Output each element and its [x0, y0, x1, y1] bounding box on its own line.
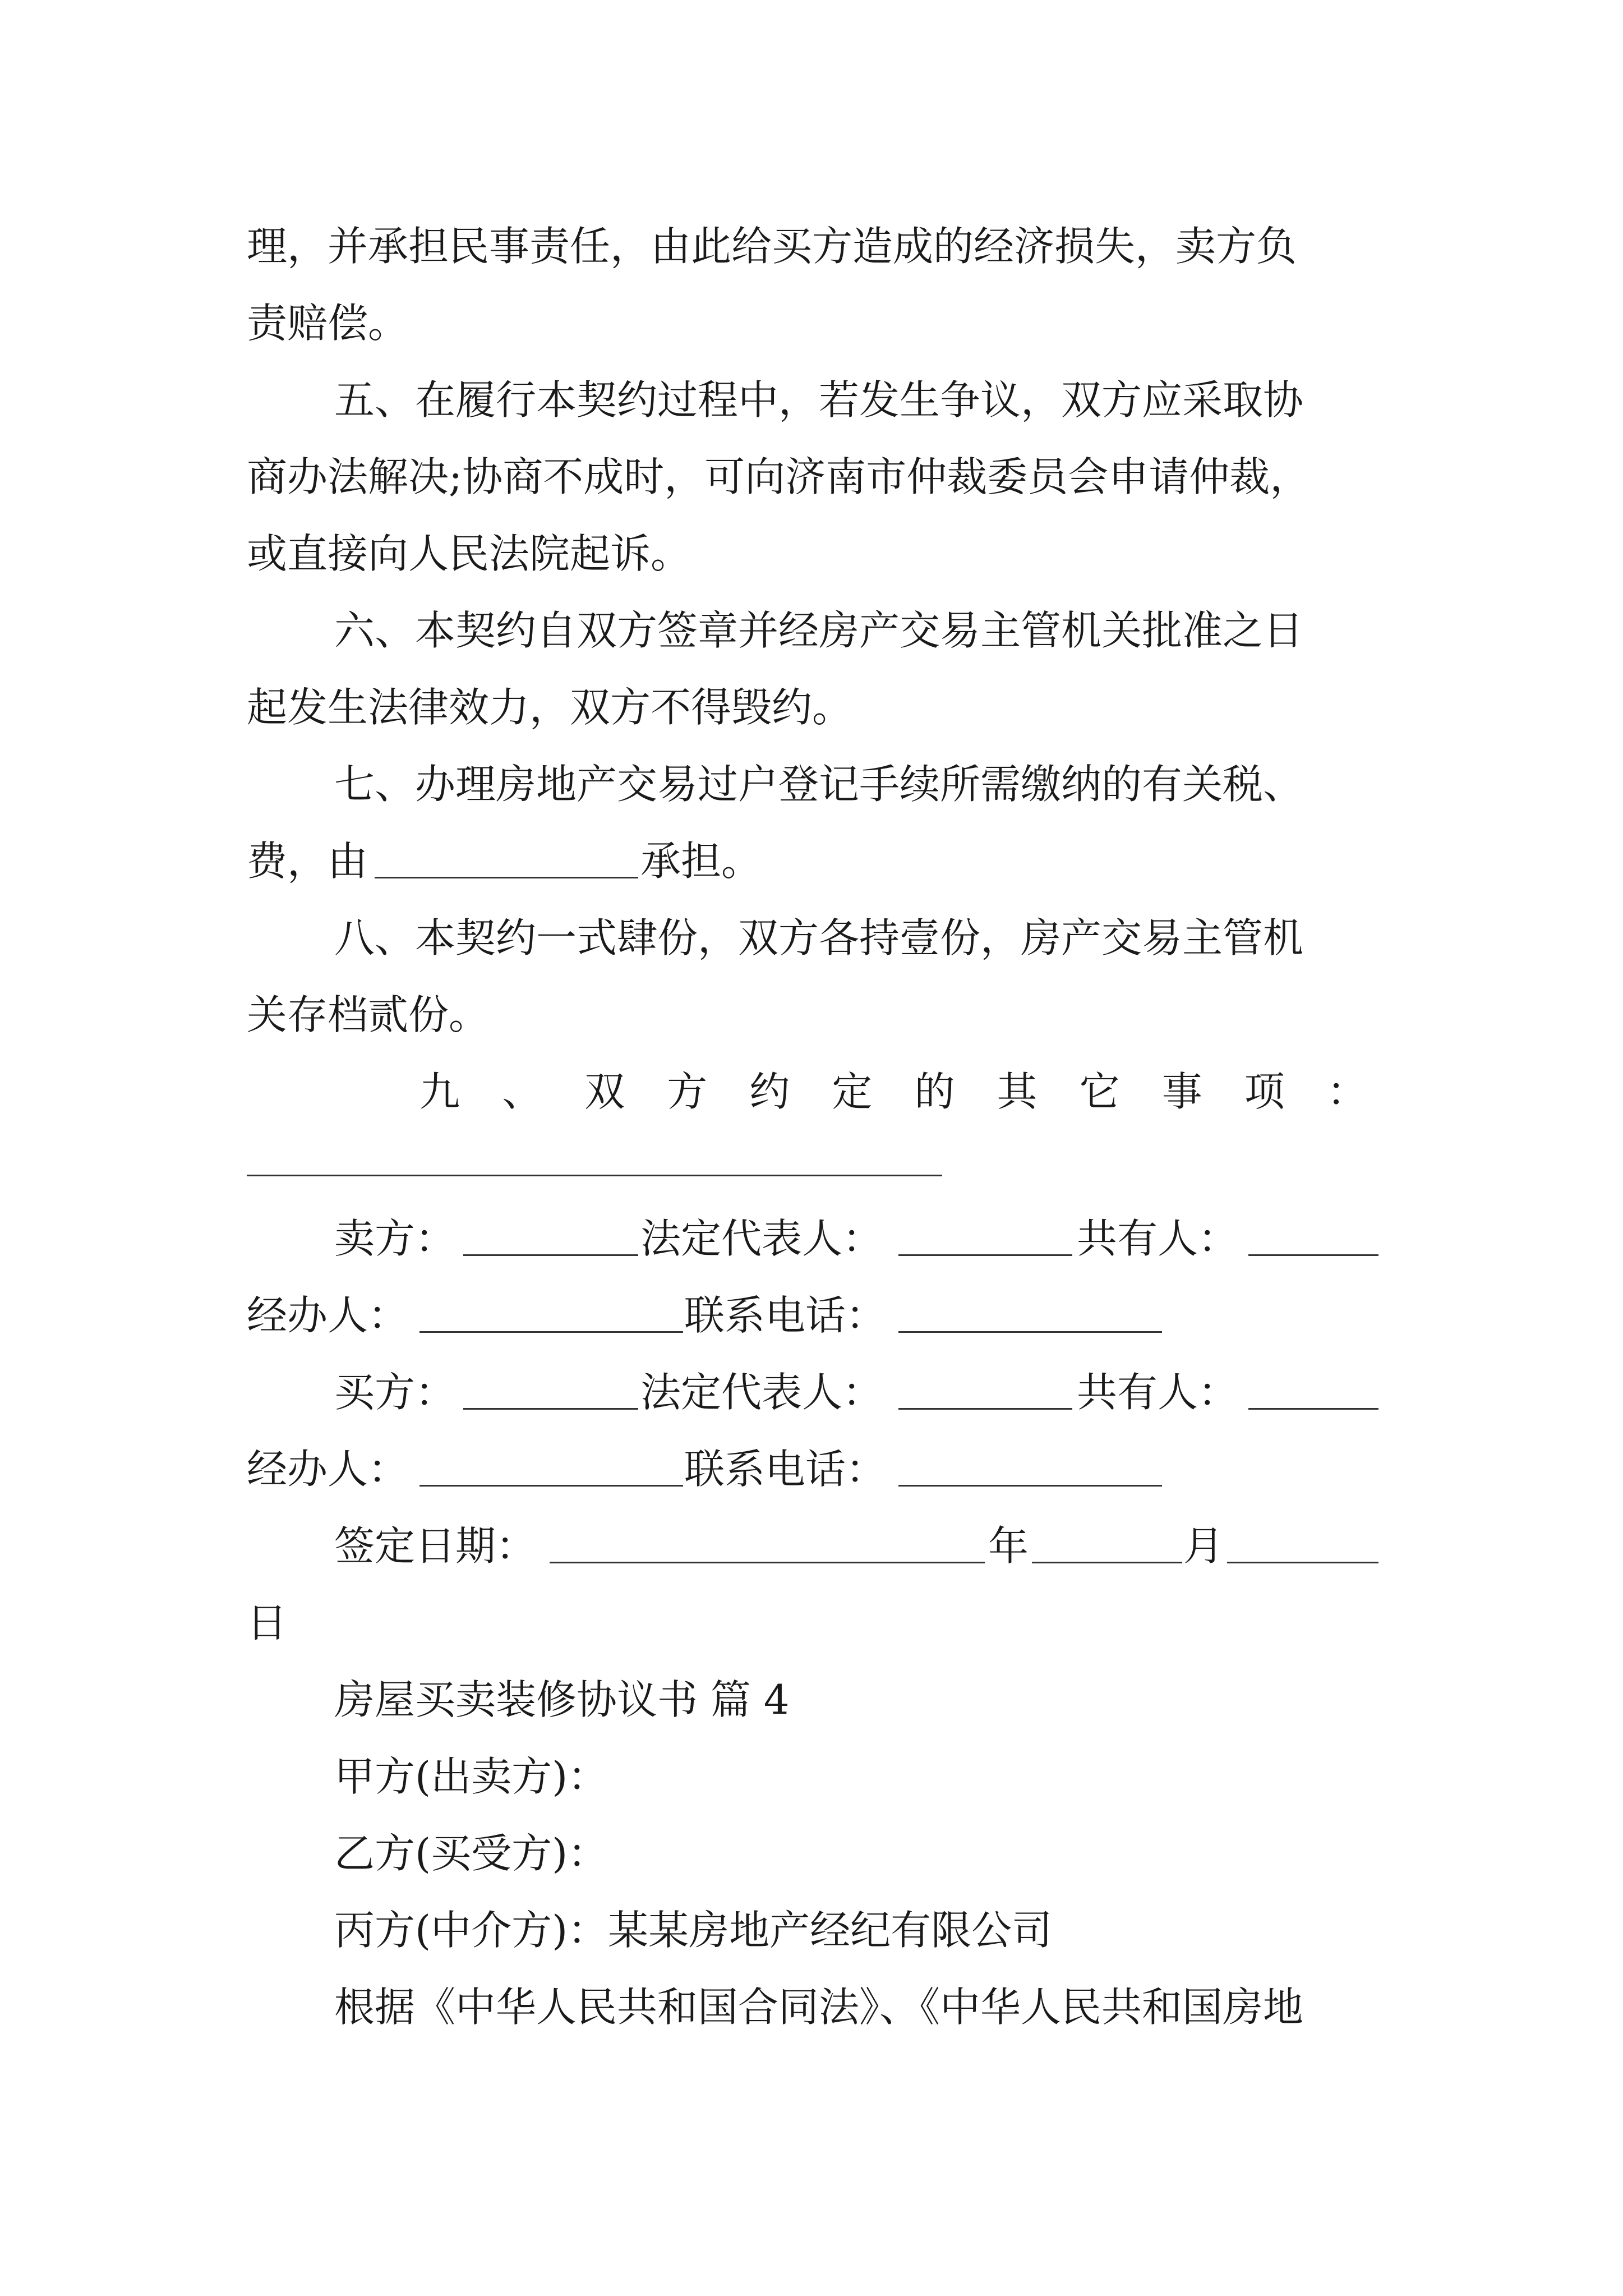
body-text: 关存档贰份。 — [247, 991, 490, 1038]
buyer-row — [0, 1353, 1623, 1432]
section-4-title-row — [0, 1660, 1623, 1739]
body-text: 商办法解决;协商不成时，可向济南市仲裁委员会申请仲裁， — [247, 453, 1311, 500]
clause-9-char: 、 — [502, 1068, 543, 1115]
clause-9-char: 其 — [997, 1068, 1038, 1115]
seller-blank[interactable] — [463, 1254, 638, 1256]
buyer-legal-rep-blank[interactable] — [898, 1408, 1072, 1410]
buyer-agent-row — [0, 1430, 1623, 1508]
seller-co-owner-blank[interactable] — [1248, 1254, 1378, 1256]
body-text: 六、本契约自双方签章并经房产交易主管机关批准之日 — [334, 607, 1304, 654]
phone-label: 联系电话： — [684, 1292, 887, 1339]
clause-5-line-3 — [0, 514, 1623, 593]
clause-5-line-1 — [0, 361, 1623, 439]
body-text: 根据《中华人民共和国合同法》、《中华人民共和国房地 — [334, 1984, 1304, 2031]
seller-phone-blank[interactable] — [898, 1331, 1162, 1333]
legal-rep-label: 法定代表人： — [640, 1369, 883, 1416]
month-label: 月 — [1183, 1522, 1224, 1570]
clause-9-char: 约 — [749, 1068, 790, 1115]
signing-day-blank[interactable] — [1227, 1562, 1378, 1563]
clause-9-char: ： — [1326, 1068, 1367, 1115]
clause-9-char: 方 — [667, 1068, 708, 1115]
clause-7-line-1 — [0, 745, 1623, 823]
co-owner-label: 共有人： — [1077, 1369, 1239, 1416]
signing-date-day-row — [0, 1584, 1623, 1662]
clause-9-fill-line — [0, 1120, 1623, 1198]
clause-9-char: 定 — [832, 1068, 873, 1115]
clause-8-line-2 — [0, 976, 1623, 1054]
paragraph-line — [0, 284, 1623, 362]
clause-9-char: 它 — [1079, 1068, 1120, 1115]
buyer-phone-blank[interactable] — [898, 1485, 1162, 1487]
seller-row — [0, 1199, 1623, 1278]
clause-7-line-2 — [0, 822, 1623, 900]
clause-9-char: 的 — [914, 1068, 955, 1115]
clause-9-char: 双 — [584, 1068, 625, 1115]
other-matters-blank[interactable] — [247, 1175, 942, 1176]
body-text: 费，由 — [247, 838, 368, 885]
agent-label: 经办人： — [247, 1292, 409, 1339]
body-text: 起发生法律效力，双方不得毁约。 — [247, 684, 853, 731]
body-text: 责赔偿。 — [247, 300, 409, 347]
buyer-label: 买方： — [334, 1369, 456, 1416]
signing-date-label: 签定日期： — [334, 1522, 537, 1570]
agent-label: 经办人： — [247, 1446, 409, 1493]
seller-agent-blank[interactable] — [419, 1331, 683, 1333]
body-text: 或直接向人民法院起诉。 — [247, 530, 691, 577]
body-text: 理，并承担民事责任，由此给买方造成的经济损失，卖方负 — [247, 223, 1297, 270]
clause-6-line-1 — [0, 591, 1623, 670]
clause-8-line-1 — [0, 899, 1623, 977]
signing-month-blank[interactable] — [1032, 1562, 1182, 1563]
basis-row — [0, 1968, 1623, 2046]
clause-5-line-2 — [0, 438, 1623, 516]
buyer-co-owner-blank[interactable] — [1248, 1408, 1378, 1410]
tax-payer-blank[interactable] — [375, 877, 638, 878]
day-label: 日 — [247, 1599, 288, 1646]
year-label: 年 — [988, 1522, 1029, 1570]
party-c-label: 丙方(中介方)：某某房地产经纪有限公司 — [334, 1907, 1053, 1954]
section-title: 房屋买卖装修协议书 篇 4 — [334, 1676, 790, 1723]
body-text: 五、在履行本契约过程中，若发生争议，双方应采取协 — [334, 376, 1304, 424]
body-text: 七、办理房地产交易过户登记手续所需缴纳的有关税、 — [334, 761, 1304, 808]
signing-date-row — [0, 1507, 1623, 1585]
phone-label: 联系电话： — [684, 1446, 887, 1493]
party-c-row — [0, 1891, 1623, 1970]
legal-rep-label: 法定代表人： — [640, 1215, 883, 1262]
party-b-label: 乙方(买受方)： — [334, 1830, 608, 1877]
body-text: 八、本契约一式肆份，双方各持壹份，房产交易主管机 — [334, 914, 1304, 961]
clause-9-char: 九 — [419, 1068, 460, 1115]
seller-label: 卖方： — [334, 1215, 456, 1262]
party-a-row — [0, 1737, 1623, 1816]
paragraph-line — [0, 207, 1623, 286]
clause-6-line-2 — [0, 668, 1623, 747]
party-a-label: 甲方(出卖方)： — [334, 1753, 608, 1800]
signing-year-blank[interactable] — [550, 1562, 985, 1563]
clause-9-char: 事 — [1161, 1068, 1202, 1115]
clause-9-heading — [0, 1052, 1623, 1131]
buyer-blank[interactable] — [463, 1408, 638, 1410]
seller-legal-rep-blank[interactable] — [898, 1254, 1072, 1256]
clause-9-char: 项 — [1244, 1068, 1285, 1115]
seller-agent-row — [0, 1276, 1623, 1355]
co-owner-label: 共有人： — [1077, 1215, 1239, 1262]
party-b-row — [0, 1814, 1623, 1893]
buyer-agent-blank[interactable] — [419, 1485, 683, 1487]
clause-9-text — [419, 1052, 1367, 1131]
body-text: 承担。 — [640, 838, 762, 885]
